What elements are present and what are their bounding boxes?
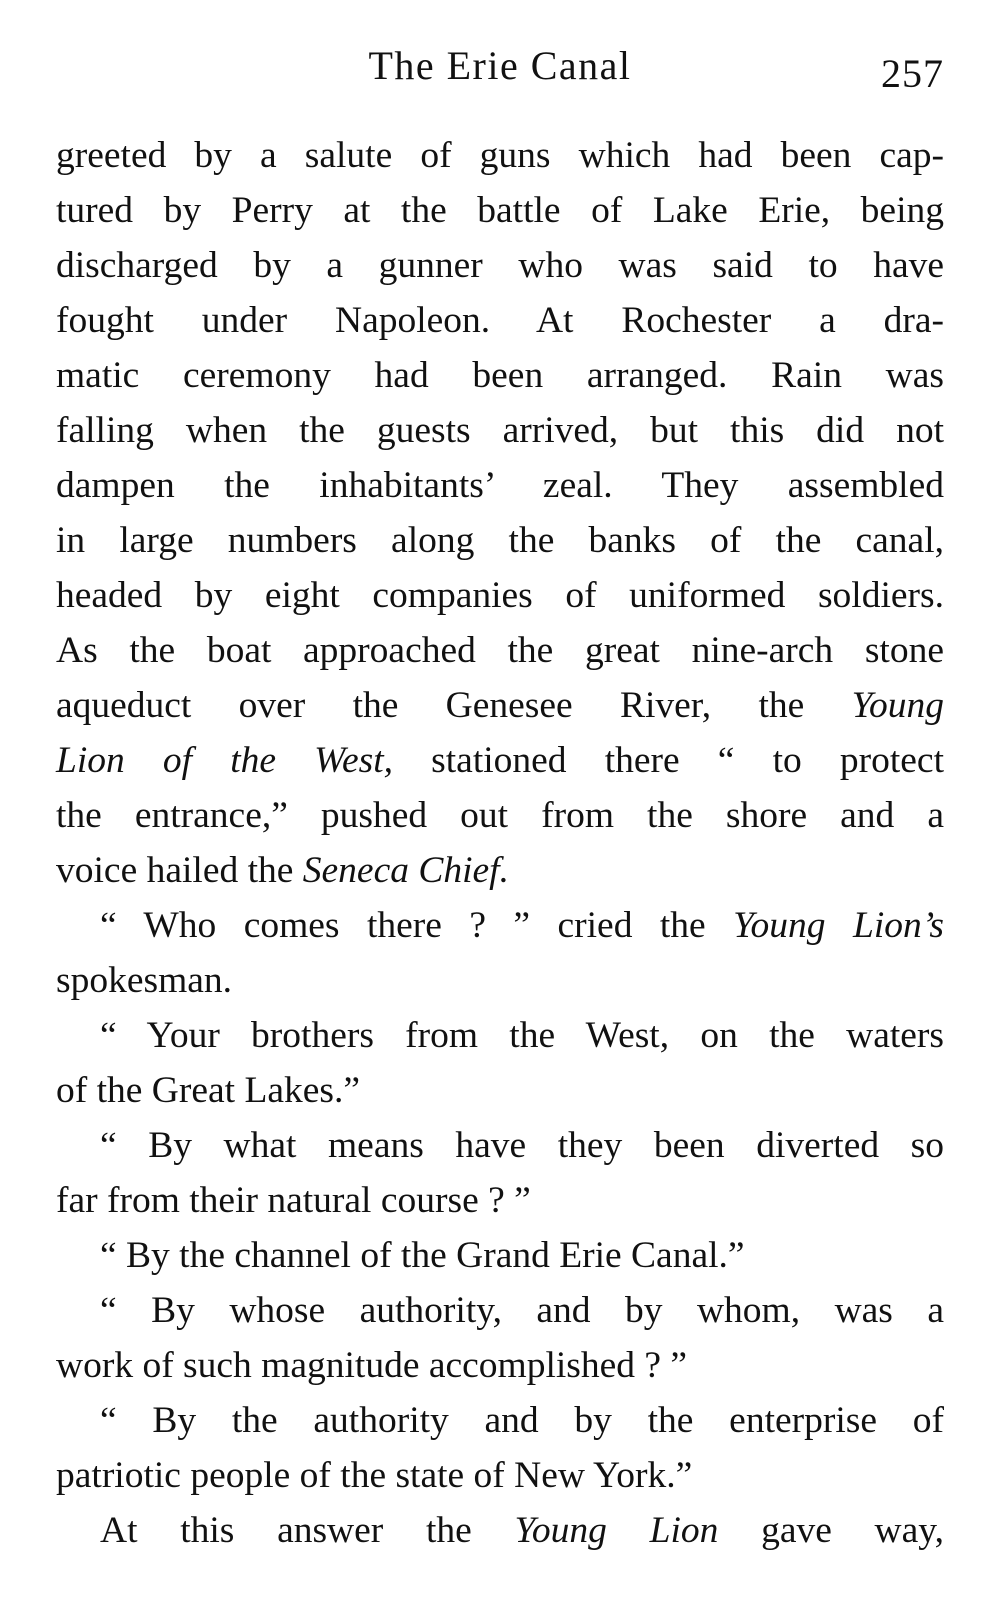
italic-ship-name: Young — [851, 685, 944, 726]
italic-ship-name: Seneca Chief. — [302, 850, 509, 891]
text-line: dampen the inhabitants’ zeal. They assembled — [56, 465, 944, 506]
running-head — [56, 42, 944, 102]
text-line: greeted by a salute of guns which had been cap- — [56, 135, 944, 176]
text-run: At this answer the — [100, 1510, 515, 1551]
text-line — [56, 898, 944, 953]
text-line: As the boat approached the great nine-arch stone — [56, 630, 944, 671]
body-text — [56, 128, 944, 1558]
text-line: the entrance,” pushed out from the shore and a — [56, 795, 944, 836]
text-run: “ Who comes there ? ” cried the — [100, 905, 734, 946]
text-run: aqueduct over the Genesee River, the — [56, 685, 805, 726]
text-line: far from their natural course ? ” — [56, 1180, 531, 1221]
text-line: “ By whose authority, and by whom, was a — [100, 1290, 944, 1331]
text-line: work of such magnitude accomplished ? ” — [56, 1345, 688, 1386]
italic-ship-name: Young Lion’s — [733, 905, 945, 946]
text-line: “ By what means have they been diverted so — [100, 1125, 944, 1166]
text-line: spokesman. — [56, 960, 233, 1001]
text-line — [56, 733, 944, 788]
text-line: patriotic people of the state of New York.” — [56, 1455, 693, 1496]
text-line: of the Great Lakes.” — [56, 1070, 361, 1111]
text-line: discharged by a gunner who was said to have — [56, 245, 944, 286]
text-line: “ By the channel of the Grand Erie Canal.” — [100, 1235, 745, 1276]
running-title: The Erie Canal — [368, 43, 632, 88]
text-line: fought under Napoleon. At Rochester a dra- — [56, 300, 944, 341]
text-run: voice hailed the — [56, 850, 303, 891]
italic-ship-name: Lion of the West, — [56, 740, 394, 781]
text-run: gave way, — [718, 1510, 944, 1551]
text-line: headed by eight companies of uniformed soldiers. — [56, 575, 944, 616]
text-line: falling when the guests arrived, but this did not — [56, 410, 944, 451]
text-line — [56, 1503, 944, 1558]
page-number: 257 — [881, 51, 944, 96]
text-run: stationed there “ to protect — [393, 740, 944, 781]
text-line: tured by Perry at the battle of Lake Erie, being — [56, 190, 944, 231]
text-line — [56, 678, 944, 733]
text-line: “ By the authority and by the enterprise of — [100, 1400, 944, 1441]
italic-ship-name: Young Lion — [514, 1510, 719, 1551]
text-line — [56, 843, 944, 898]
text-line: “ Your brothers from the West, on the waters — [100, 1015, 944, 1056]
text-line: matic ceremony had been arranged. Rain was — [56, 355, 944, 396]
text-line: in large numbers along the banks of the canal, — [56, 520, 944, 561]
